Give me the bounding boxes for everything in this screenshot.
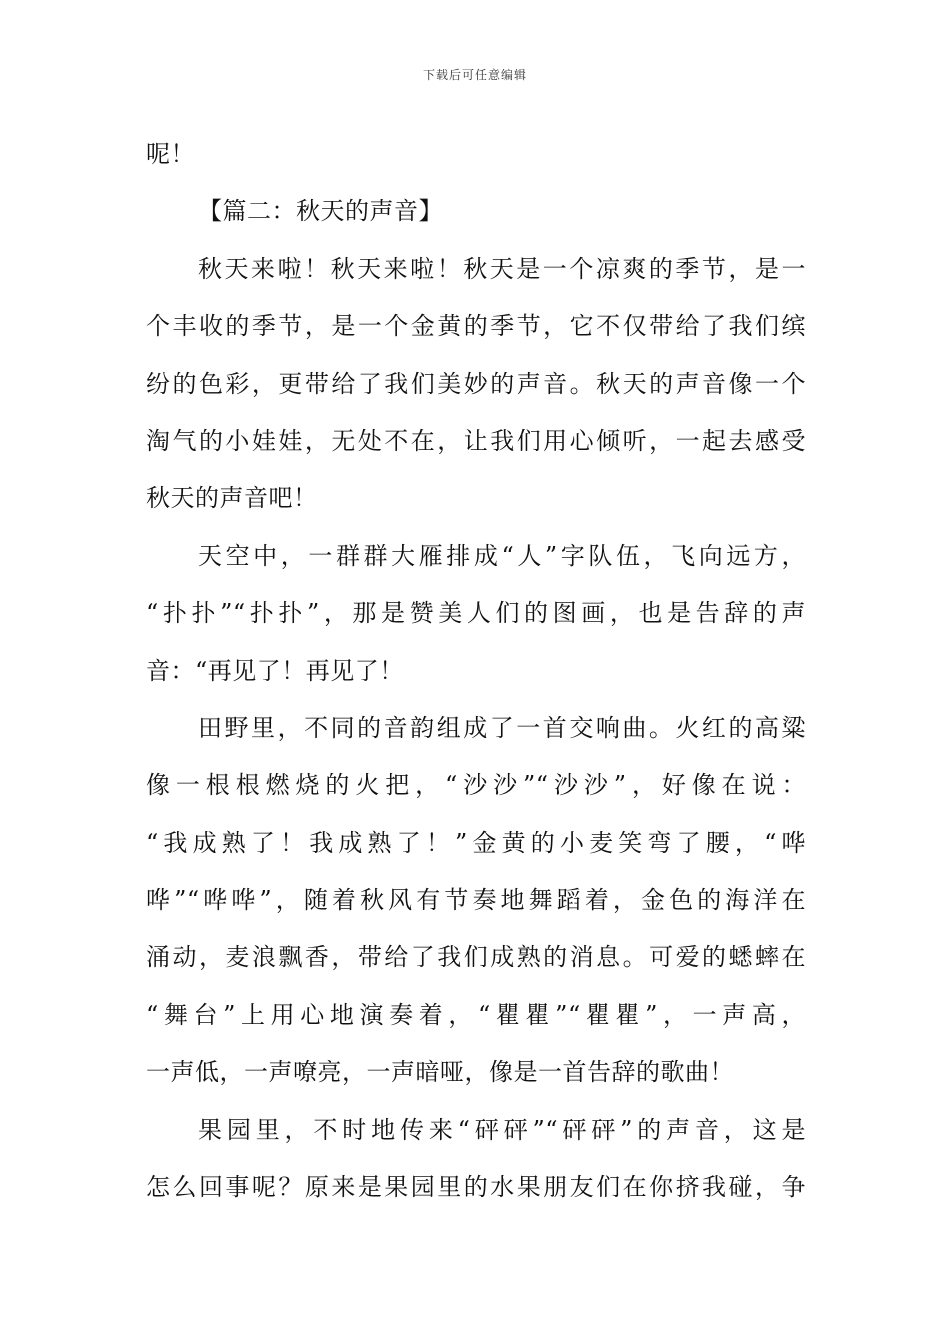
text-line: 音：“再见了！再见了！: [146, 656, 404, 685]
section-heading: 【篇二：秋天的声音】: [198, 197, 443, 226]
page-header: 下载后可任意编辑: [422, 68, 527, 82]
text-line: 呢！: [146, 140, 195, 168]
text-line: 田野里，不同的音韵组成了一首交响曲。火红的高粱: [198, 713, 806, 742]
text-line: 一声低，一声嘹亮，一声暗哑，像是一首告辞的歌曲！: [146, 1058, 734, 1087]
text-line: 哗”“哗哗”，随着秋风有节奏地舞蹈着，金色的海洋在: [146, 886, 806, 915]
text-line: 淘气的小娃娃，无处不在，让我们用心倾听，一起去感受: [146, 426, 806, 455]
text-line: “扑扑”“扑扑”，那是赞美人们的图画，也是告辞的声: [146, 599, 806, 628]
text-line: 像一根根燃烧的火把，“沙沙”“沙沙”，好像在说：: [146, 771, 806, 800]
text-line: 果园里，不时地传来“砰砰”“砰砰”的声音，这是: [198, 1115, 806, 1144]
text-line: 怎么回事呢？原来是果园里的水果朋友们在你挤我碰，争: [146, 1173, 806, 1202]
text-line: 个丰收的季节，是一个金黄的季节，它不仅带给了我们缤: [146, 312, 806, 341]
text-line: 秋天来啦！秋天来啦！秋天是一个凉爽的季节，是一: [198, 254, 806, 283]
text-line: 纷的色彩，更带给了我们美妙的声音。秋天的声音像一个: [146, 369, 806, 398]
text-line: “舞台”上用心地演奏着，“瞿瞿”“瞿瞿”，一声高，: [146, 1000, 806, 1029]
document-body: [146, 126, 806, 1216]
text-line: 天空中，一群群大雁排成“人”字队伍，飞向远方，: [198, 541, 806, 570]
text-line: 秋天的声音吧！: [146, 484, 318, 513]
text-line: 涌动，麦浪飘香，带给了我们成熟的消息。可爱的蟋蟀在: [146, 943, 806, 972]
text-line: “我成熟了！我成熟了！”金黄的小麦笑弯了腰，“哗: [146, 828, 806, 857]
